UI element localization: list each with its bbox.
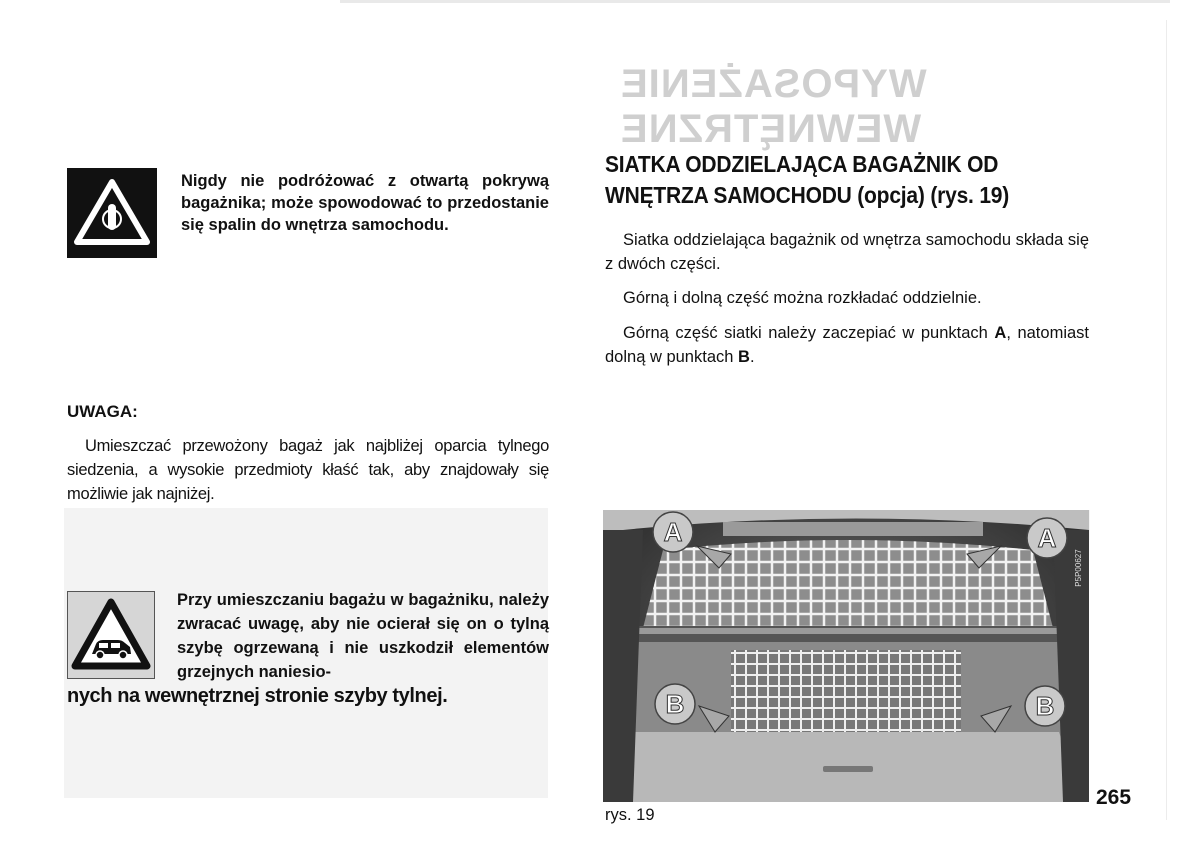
section-heading: SIATKA ODDZIELAJĄCA BAGAŻNIK OD WNĘTRZA SAMOCHODU (opcja) (rys. 19) (605, 152, 1010, 209)
paragraph-3-end: . (749, 348, 755, 366)
figure-luggage-net (603, 510, 1089, 802)
icon-spacer (67, 588, 177, 683)
figure-code: P5P00627 (1074, 549, 1083, 587)
warning-text-exhaust: Nigdy nie podróżować z otwartą pokrywą bagażnika; może spowodować to przedostanie się spalin do wnętrza samochodu. (181, 172, 549, 234)
warning-2-body: Przy umieszczaniu bagażu w bagażniku, należy zwracać uwagę, aby nie ocierał się on o tylną szybę ogrzewaną i nie uszkodził elementów grzejnych naniesio- (177, 591, 549, 681)
section-title-bleedthrough: WYPOSAŻENIE WEWNĘTRZNE (620, 62, 927, 151)
paragraph-3-text-b: , natomiast dolną w punktach (605, 324, 1089, 366)
label-a-left: A (663, 517, 683, 547)
note-text: Umieszczać przewożony bagaż jak najbliżej oparcia tylnego siedzenia, a wysokie przedmioty kłaść tak, aby znajdowały się możliwie jak najniżej. (67, 437, 549, 503)
page-number: 265 (1096, 786, 1132, 809)
page-edge (1166, 20, 1167, 820)
point-a-ref: A (994, 324, 1007, 342)
label-b-left: B (665, 689, 685, 719)
figure-caption: rys. 19 (605, 806, 655, 824)
top-edge-rule (340, 0, 1170, 3)
paragraph-2: Górną i dolną część można rozkładać oddzielnie. (623, 289, 982, 307)
label-a-right: A (1037, 523, 1057, 553)
paragraph-3 (605, 321, 1089, 369)
label-b-right: B (1035, 691, 1055, 721)
paragraph-3-text-a: Górną część siatki należy zaczepiać w punktach (623, 324, 995, 342)
warning-2-last-line: nych na wewnętrznej stronie szyby tylnej. (67, 685, 448, 707)
point-b-ref: B (738, 348, 750, 366)
warning-text-rear-window (67, 588, 549, 709)
paragraph-1: Siatka oddzielająca bagażnik od wnętrza samochodu składa się z dwóch części. (605, 231, 1089, 273)
note-heading: UWAGA: (67, 402, 138, 421)
warning-exclamation-icon (67, 168, 157, 258)
